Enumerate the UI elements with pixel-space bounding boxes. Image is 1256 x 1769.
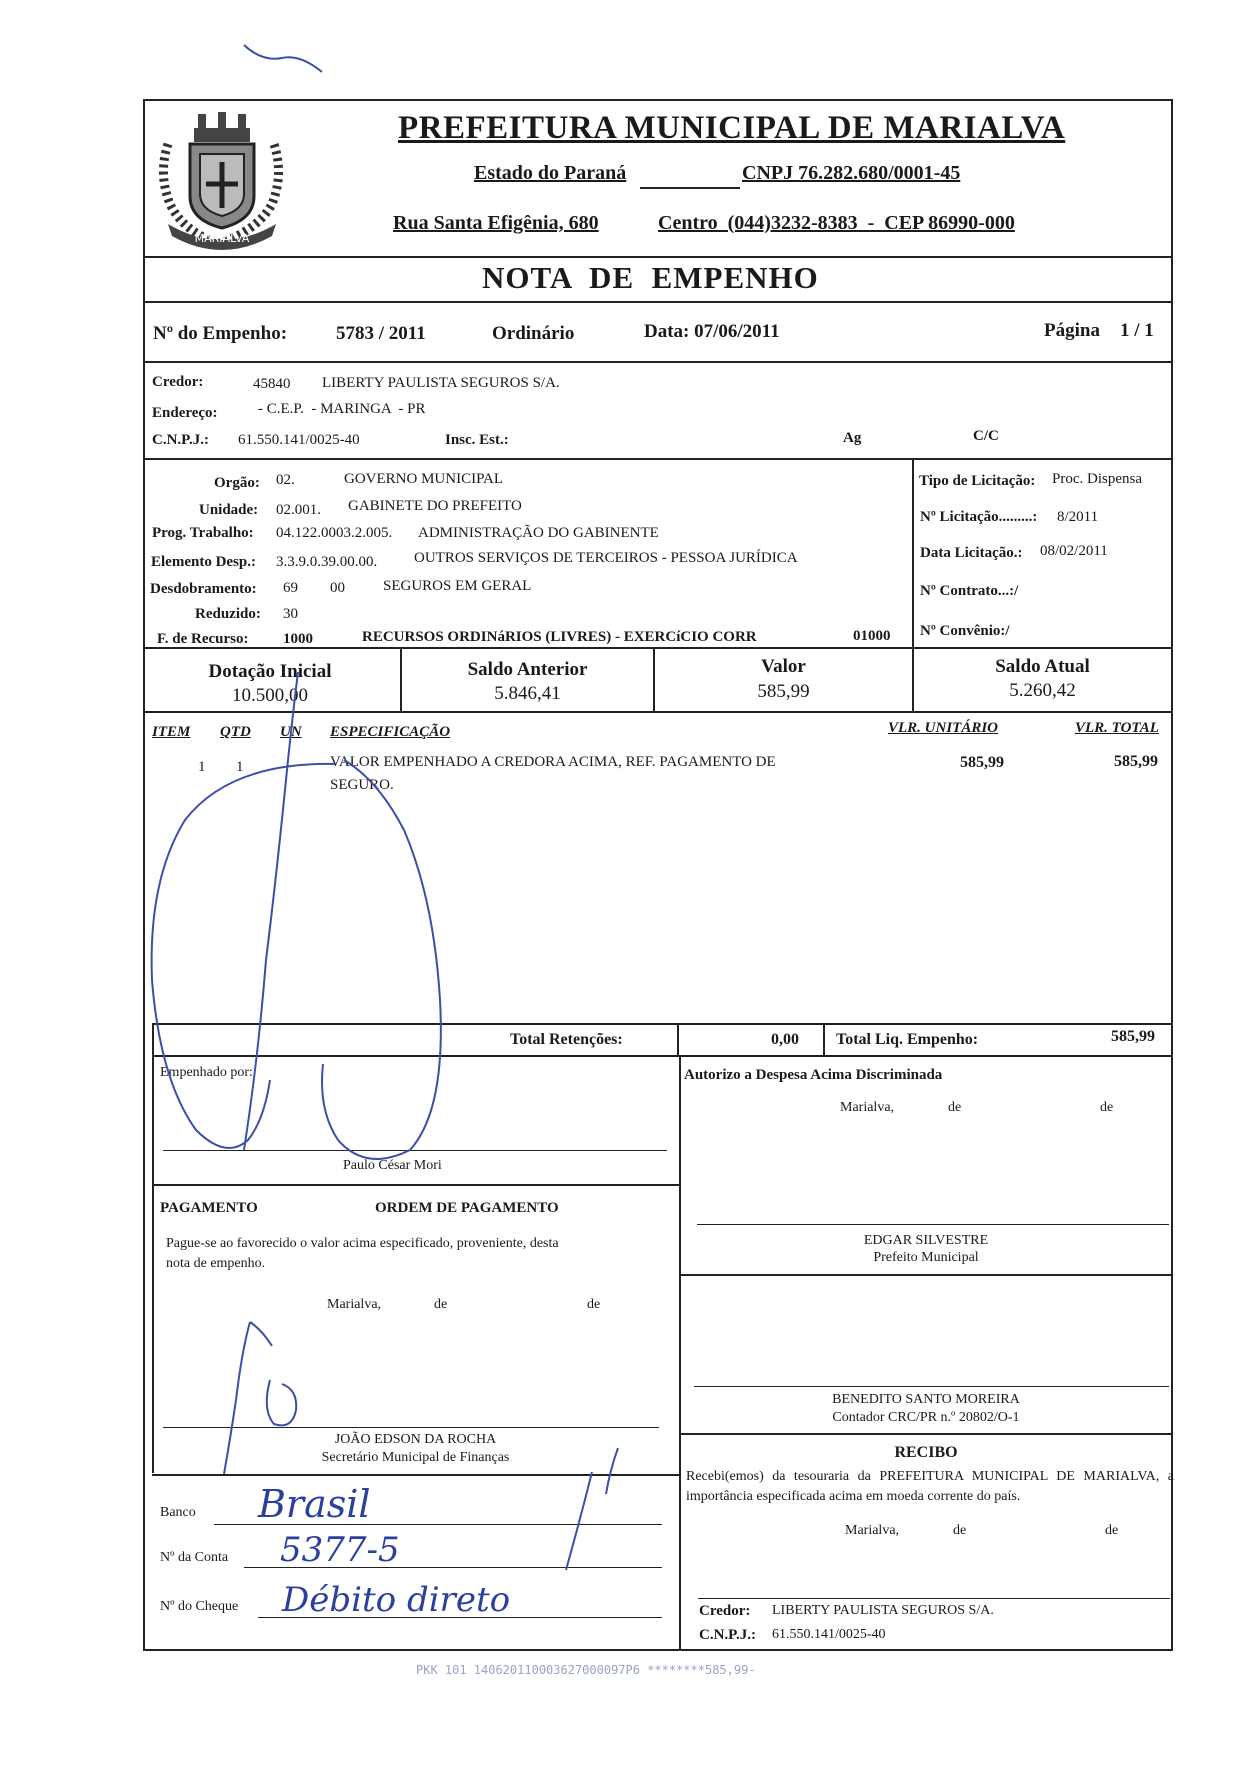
elemento-label: Elemento Desp.: xyxy=(151,554,256,570)
credor-cnpj-label: C.N.P.J.: xyxy=(152,432,209,448)
header-cnpj: CNPJ 76.282.680/0001-45 xyxy=(742,162,961,184)
pagamento-text-1: Pague-se ao favorecido o valor acima especificado, proveniente, desta xyxy=(166,1236,559,1251)
recibo-de2: de xyxy=(1105,1523,1119,1538)
recibo-marialva: Marialva, xyxy=(845,1523,900,1538)
col-unit-price: VLR. UNITÁRIO xyxy=(888,720,999,736)
footer-code: PKK 101 140620110003627000097P6 ********585,99- xyxy=(416,1663,756,1677)
orgao-label: Orgão: xyxy=(214,475,260,491)
recibo-title: RECIBO xyxy=(894,1444,958,1461)
coat-of-arms-icon xyxy=(148,104,296,256)
empenhado-label: Empenhado por: xyxy=(160,1065,253,1080)
empenho-number-label: Nº do Empenho: xyxy=(153,323,288,344)
recibo-cnpj-value: 61.550.141/0025-40 xyxy=(772,1627,886,1642)
liq-empenho-label: Total Liq. Empenho: xyxy=(836,1031,979,1048)
liq-empenho-value: 585,99 xyxy=(1111,1028,1155,1045)
prog-code: 04.122.0003.2.005. xyxy=(276,525,393,541)
tipo-licitacao-label: Tipo de Licitação: xyxy=(919,473,1036,489)
data-licitacao-value: 08/02/2011 xyxy=(1040,543,1108,559)
num-licitacao-label: Nº Licitação.........: xyxy=(920,509,1038,525)
prefeito-signature-line xyxy=(697,1224,1169,1225)
doc-title: NOTA DE EMPENHO xyxy=(482,260,819,295)
recibo-signature-line xyxy=(698,1598,1170,1599)
credor-code: 45840 xyxy=(253,376,291,392)
divider-contador xyxy=(679,1433,1173,1435)
autorizo-label: Autorizo a Despesa Acima Discriminada xyxy=(684,1067,943,1083)
header-title: PREFEITURA MUNICIPAL DE MARIALVA xyxy=(398,110,1066,146)
autorizo-marialva: Marialva, xyxy=(840,1100,895,1115)
desdobramento-label: Desdobramento: xyxy=(150,581,257,597)
divider-balances xyxy=(143,711,1173,713)
saldo-atual-value: 5.260,42 xyxy=(1009,680,1076,701)
divider-totals xyxy=(152,1055,1173,1057)
divider-credor xyxy=(143,458,1173,460)
header-underline-spacer xyxy=(640,187,740,189)
cheque-handwritten: Débito direto xyxy=(282,1580,511,1620)
credor-name: LIBERTY PAULISTA SEGUROS S/A. xyxy=(322,375,560,391)
empenho-type: Ordinário xyxy=(492,323,575,344)
pagamento-label: PAGAMENTO xyxy=(160,1200,258,1216)
recibo-cnpj-label: C.N.P.J.: xyxy=(699,1627,756,1643)
recibo-credor-label: Credor: xyxy=(699,1603,751,1619)
contador-role: Contador CRC/PR n.º 20802/O-1 xyxy=(832,1410,1020,1425)
municipal-seal xyxy=(148,104,296,256)
divider-empenhado xyxy=(152,1184,679,1186)
secretario-name: JOÃO EDSON DA ROCHA xyxy=(334,1432,497,1447)
row-item: 1 xyxy=(198,759,206,775)
convenio-label: Nº Convênio:/ xyxy=(920,623,1010,639)
row-total: 585,99 xyxy=(1114,753,1158,770)
valor-value: 585,99 xyxy=(757,681,810,702)
recibo-text: Recebi(emos) da tesouraria da PREFEITURA MUNICIPAL DE MARIALVA, a importância especificada acima em moeda corrente do país. xyxy=(686,1469,1174,1504)
prog-label: Prog. Trabalho: xyxy=(152,525,254,541)
retencoes-value: 0,00 xyxy=(771,1031,799,1048)
retencoes-label: Total Retenções: xyxy=(510,1031,623,1048)
divider-title xyxy=(143,301,1173,303)
secretario-signature-line xyxy=(163,1427,659,1428)
dotacao-label: Dotação Inicial xyxy=(208,661,332,682)
divider-empenho xyxy=(143,361,1173,363)
prefeito-role: Prefeito Municipal xyxy=(873,1250,979,1265)
pagamento-marialva: Marialva, xyxy=(327,1297,382,1312)
lower-left-border xyxy=(152,1023,154,1473)
insc-est-label: Insc. Est.: xyxy=(445,432,509,448)
header-address: Rua Santa Efigênia, 680 xyxy=(393,212,599,234)
desdobramento-code2: 00 xyxy=(330,580,345,596)
col-qtd: QTD xyxy=(220,724,251,740)
row-qtd: 1 xyxy=(236,759,244,775)
pagamento-text-2: nota de empenho. xyxy=(166,1256,266,1271)
banco-handwritten: Brasil xyxy=(258,1482,371,1526)
header-contact: Centro (044)3232-8383 - CEP 86990-000 xyxy=(658,212,1015,234)
col-un: UN xyxy=(280,724,302,740)
dotacao-value: 10.500,00 xyxy=(232,685,308,706)
divider-items xyxy=(152,1023,1173,1025)
col-spec: ESPECIFICAÇÃO xyxy=(330,724,451,740)
recibo-de1: de xyxy=(953,1523,967,1538)
prog-name: ADMINISTRAÇÃO DO GABINENTE xyxy=(418,525,659,541)
orgao-code: 02. xyxy=(276,472,295,488)
reduzido-label: Reduzido: xyxy=(195,606,261,622)
autorizo-de1: de xyxy=(948,1100,962,1115)
pagamento-de2: de xyxy=(587,1297,601,1312)
contador-name: BENEDITO SANTO MOREIRA xyxy=(832,1392,1020,1407)
data-licitacao-label: Data Licitação.: xyxy=(920,545,1023,561)
ag-label: Ag xyxy=(843,430,862,446)
divider-header xyxy=(143,256,1173,258)
row-unit-price: 585,99 xyxy=(960,754,1004,771)
elemento-name: OUTROS SERVIÇOS DE TERCEIROS - PESSOA JURÍDICA xyxy=(414,550,798,566)
lower-middle-divider xyxy=(679,1055,681,1651)
recibo-credor-value: LIBERTY PAULISTA SEGUROS S/A. xyxy=(772,1603,994,1618)
recurso-label: F. de Recurso: xyxy=(157,631,249,647)
recurso-code: 1000 xyxy=(283,631,313,647)
divider-budget xyxy=(143,647,1173,649)
contrato-label: Nº Contrato...:/ xyxy=(920,583,1019,599)
credor-cnpj-value: 61.550.141/0025-40 xyxy=(238,432,360,448)
unidade-name: GABINETE DO PREFEITO xyxy=(348,498,522,514)
divider-totals-1 xyxy=(677,1023,679,1055)
desdobramento-name: SEGUROS EM GERAL xyxy=(383,578,532,594)
page-number: 1 / 1 xyxy=(1120,320,1154,341)
reduzido-value: 30 xyxy=(283,606,298,622)
empenho-date: Data: 07/06/2011 xyxy=(644,321,780,342)
unidade-label: Unidade: xyxy=(199,502,259,518)
tipo-licitacao-value: Proc. Dispensa xyxy=(1052,471,1142,487)
saldo-anterior-value: 5.846,41 xyxy=(494,683,561,704)
header-state: Estado do Paraná xyxy=(474,162,627,184)
desdobramento-code1: 69 xyxy=(283,580,298,596)
unidade-code: 02.001. xyxy=(276,502,321,518)
svg-text:MARIALVA: MARIALVA xyxy=(194,232,250,245)
pagamento-de1: de xyxy=(434,1297,448,1312)
col-total: VLR. TOTAL xyxy=(1075,720,1159,736)
conta-label: Nº da Conta xyxy=(160,1550,229,1565)
empenhado-name: Paulo César Mori xyxy=(343,1158,442,1173)
elemento-code: 3.3.9.0.39.00.00. xyxy=(276,554,378,570)
row-spec-line1: VALOR EMPENHADO A CREDORA ACIMA, REF. PAGAMENTO DE xyxy=(330,754,776,770)
row-spec-line2: SEGURO. xyxy=(330,777,394,793)
credor-label: Credor: xyxy=(152,374,204,390)
banco-label: Banco xyxy=(160,1505,196,1520)
divider-totals-2 xyxy=(823,1023,825,1055)
conta-handwritten: 5377-5 xyxy=(280,1530,400,1570)
endereco-label: Endereço: xyxy=(152,405,218,421)
divider-licitacao xyxy=(912,458,914,647)
recurso-code2: 01000 xyxy=(853,628,891,644)
cc-label: C/C xyxy=(973,428,999,444)
orgao-name: GOVERNO MUNICIPAL xyxy=(344,471,504,487)
ordem-pagamento-label: ORDEM DE PAGAMENTO xyxy=(375,1200,559,1216)
saldo-atual-label: Saldo Atual xyxy=(995,656,1090,677)
valor-label: Valor xyxy=(761,656,806,677)
divider-prefeito xyxy=(679,1274,1173,1276)
cheque-label: Nº do Cheque xyxy=(160,1599,239,1614)
divider-secretario xyxy=(152,1474,679,1476)
secretario-role: Secretário Municipal de Finanças xyxy=(321,1450,510,1465)
saldo-anterior-label: Saldo Anterior xyxy=(467,659,588,680)
prefeito-name: EDGAR SILVESTRE xyxy=(863,1233,989,1248)
empenhado-signature-line xyxy=(163,1150,667,1151)
recurso-name: RECURSOS ORDINáRIOS (LIVRES) - EXERCíCIO CORR xyxy=(362,629,757,645)
contador-signature-line xyxy=(694,1386,1169,1387)
num-licitacao-value: 8/2011 xyxy=(1057,509,1099,525)
autorizo-de2: de xyxy=(1100,1100,1114,1115)
empenho-number: 5783 / 2011 xyxy=(336,323,426,344)
col-item: ITEM xyxy=(152,724,191,740)
page-label: Página xyxy=(1044,320,1100,341)
endereco-value: - C.E.P. - MARINGA - PR xyxy=(258,401,426,417)
